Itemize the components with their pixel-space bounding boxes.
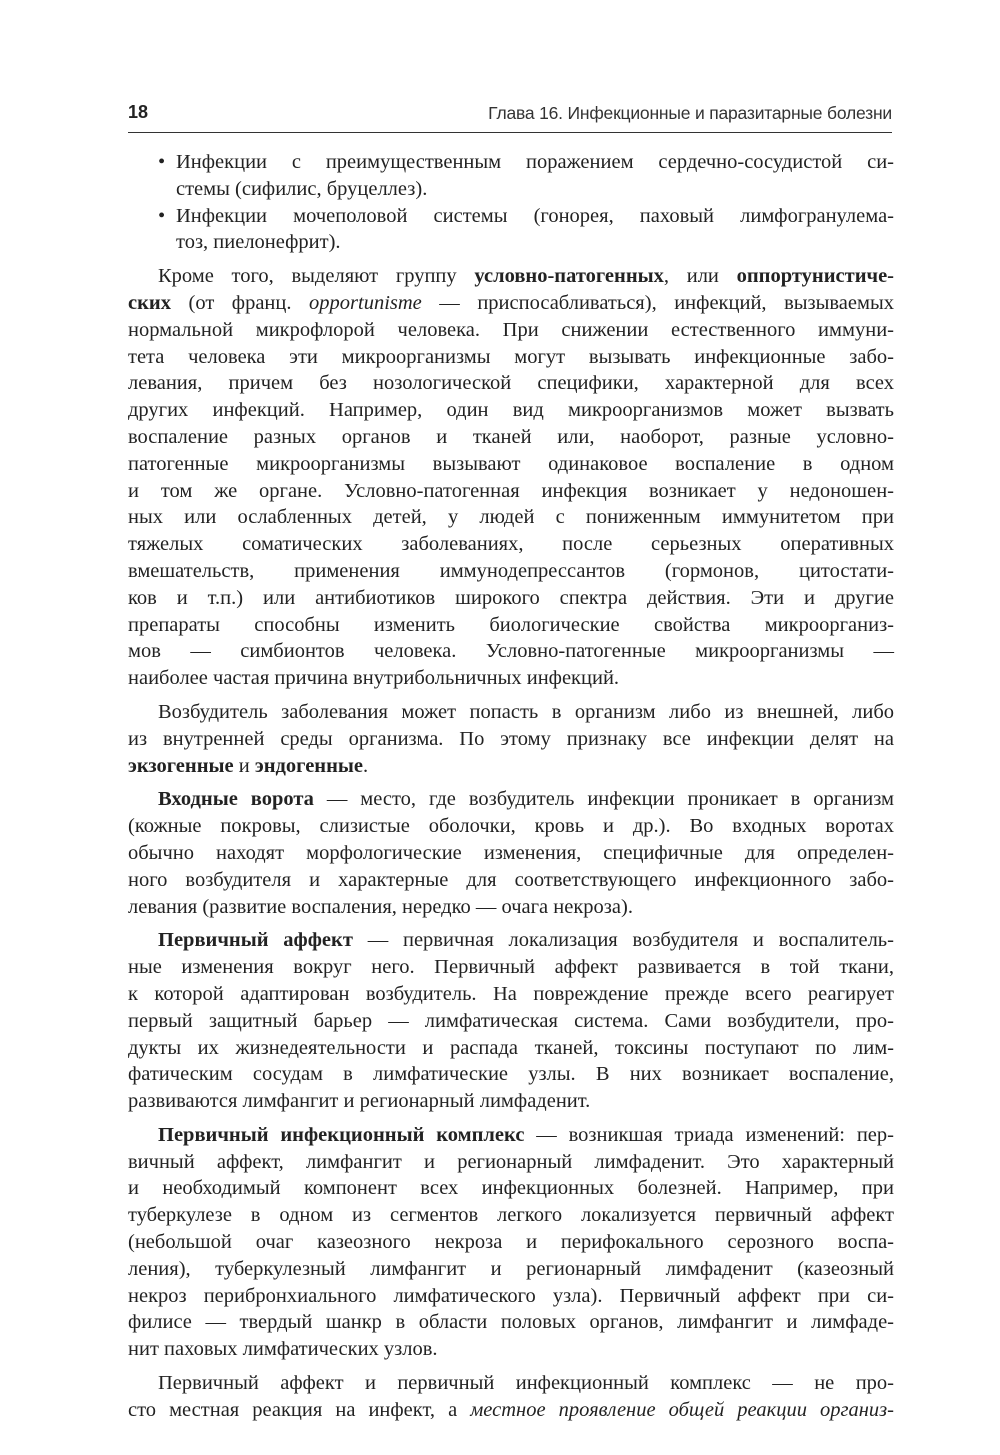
paragraph-line: патогенные микроорганизмы вызывают одинаковое воспаление в одном [128, 452, 894, 475]
paragraph-entry-gate [128, 786, 894, 920]
french-term: opportunisme [309, 291, 422, 314]
paragraph-line: туберкулезе в одном из сегментов легкого локализуется первичный аффект [128, 1204, 894, 1227]
paragraph-line: вмешательств, применения иммунодепрессантов (гормонов, цитостати- [128, 559, 894, 582]
paragraph-local-reaction [128, 1370, 894, 1424]
bullet-item-line: тоз, пиелонефрит). [176, 231, 341, 254]
paragraph-line: Входные ворота — место, где возбудитель инфекции проникает в организм [158, 788, 895, 811]
term-exogenous: экзогенные [128, 754, 234, 777]
emphasis-local-manifestation: местное проявление общей реакции организ- [470, 1398, 894, 1421]
paragraph-line: (небольшой очаг казеозного некроза и перифокального серозного воспа- [128, 1231, 894, 1254]
paragraph-exo-endo [128, 699, 894, 779]
paragraph-line: экзогенные и эндогенные. [128, 754, 369, 777]
paragraph-line: Первичный инфекционный комплекс — возникшая триада изменений: пер- [158, 1123, 894, 1146]
paragraph-line: ного возбудителя и характерные для соответствующего инфекционного забо- [128, 868, 894, 891]
term-endogenous: эндогенные [254, 754, 364, 777]
page-body [128, 149, 894, 1424]
term-primary-complex: Первичный инфекционный комплекс [158, 1123, 525, 1146]
paragraph-line: нормальной микрофлорой человека. При снижении естественного иммуни- [128, 318, 894, 341]
paragraph-line: Первичный аффект и первичный инфекционный комплекс — не про- [158, 1372, 894, 1395]
paragraph-line: первый защитный барьер — лимфатическая система. Сами возбудители, про- [128, 1009, 894, 1032]
bullet-item-line: • Инфекции мочеполовой системы (гонорея, паховый лимфогранулема- [128, 203, 894, 230]
paragraph-line: дукты их жизнедеятельности и распада тканей, токсины поступают по лим- [128, 1036, 894, 1059]
page-number: 18 [128, 102, 149, 122]
term-entry-gate: Входные ворота [158, 788, 314, 811]
paragraph-line: обычно находят морфологические изменения, специфичные для определен- [128, 841, 894, 864]
bullet-item-line: стемы (сифилис, бруцеллез). [176, 177, 428, 200]
paragraph-line: (кожные покровы, слизистые оболочки, кровь и др.). Во входных воротах [128, 815, 894, 838]
paragraph-line: фатическим сосудам в лимфатические узлы. В них возникает воспаление, [128, 1063, 894, 1086]
bullet-icon: • [158, 151, 166, 173]
paragraph-line: к которой адаптирован возбудитель. На повреждение прежде всего реагирует [128, 982, 894, 1005]
paragraph-line: и том же органе. Условно-патогенная инфекция возникает у недоношен- [128, 479, 894, 502]
term-primary-affect: Первичный аффект [158, 929, 353, 952]
paragraph-primary-complex [128, 1122, 894, 1363]
paragraph-line: Возбудитель заболевания может попасть в организм либо из внешней, либо [158, 700, 894, 723]
term-opportunistic: оппортунистиче- [736, 265, 895, 288]
paragraph-line: некроз перибронхиального лимфатического узла). Первичный аффект при си- [128, 1284, 894, 1307]
paragraph-line: других инфекций. Например, один вид микроорганизмов может вызвать [128, 399, 894, 422]
bullet-icon: • [158, 204, 166, 227]
paragraph-primary-affect [128, 927, 894, 1115]
paragraph-line: Первичный аффект — первичная локализация возбудителя и воспалитель- [158, 929, 894, 952]
paragraph-line: наиболее частая причина внутрибольничных инфекций. [128, 667, 620, 690]
paragraph-line: ных или ослабленных детей, у людей с пониженным иммунитетом при [128, 506, 894, 529]
paragraph-opportunistic [128, 263, 894, 692]
bullet-item-line: • Инфекции с преимущественным поражением сердечно-сосудистой си- [128, 149, 894, 176]
paragraph-line: воспаление разных органов и тканей или, наоборот, разные условно- [128, 425, 894, 448]
paragraph-line: ков и т.п.) или антибиотиков широкого спектра действия. Эти и другие [128, 586, 894, 609]
paragraph-line: Кроме того, выделяют группу условно-патогенных, или оппортунистиче- [158, 265, 895, 288]
paragraph-line: ских (от франц. opportunisme — приспосабливаться), инфекций, вызываемых [128, 291, 894, 314]
paragraph-line: ления), туберкулезный лимфангит и регионарный лимфаденит (казеозный [128, 1257, 894, 1280]
paragraph-line: левания (развитие воспаления, нередко — очага некроза). [128, 895, 633, 918]
paragraph-line: развиваются лимфангит и регионарный лимфаденит. [128, 1090, 591, 1113]
paragraph-line: тета человека эти микроорганизмы могут вызывать инфекционные забо- [128, 345, 894, 368]
paragraph-line: тяжелых соматических заболеваниях, после серьезных оперативных [128, 533, 894, 556]
paragraph-line: филисе — твердый шанкр в области половых органов, лимфангит и лимфаде- [128, 1311, 894, 1334]
paragraph-line: нит паховых лимфатических узлов. [128, 1338, 438, 1361]
bullet-list [128, 149, 894, 256]
paragraph-line: и необходимый компонент всех инфекционных болезней. Например, при [128, 1177, 894, 1200]
paragraph-line: вичный аффект, лимфангит и регионарный лимфаденит. Это характерный [128, 1150, 894, 1173]
paragraph-line: препараты способны изменить биологические свойства микроорганиз- [128, 613, 894, 636]
page-header [128, 102, 892, 133]
running-title: Глава 16. Инфекционные и паразитарные болезни [488, 103, 892, 123]
paragraph-line: мов — симбионтов человека. Условно-патогенные микроорганизмы — [128, 640, 894, 663]
term-conditionally-pathogenic: условно-патогенных [474, 265, 664, 288]
paragraph-line: из внутренней среды организма. По этому признаку все инфекции делят на [128, 727, 894, 750]
paragraph-line: сто местная реакция на инфект, а местное проявление общей реакции организ- [128, 1398, 894, 1421]
paragraph-line: ные изменения вокруг него. Первичный аффект развивается в той ткани, [128, 956, 894, 979]
paragraph-line: левания, причем без нозологической специфики, характерной для всех [128, 372, 894, 395]
